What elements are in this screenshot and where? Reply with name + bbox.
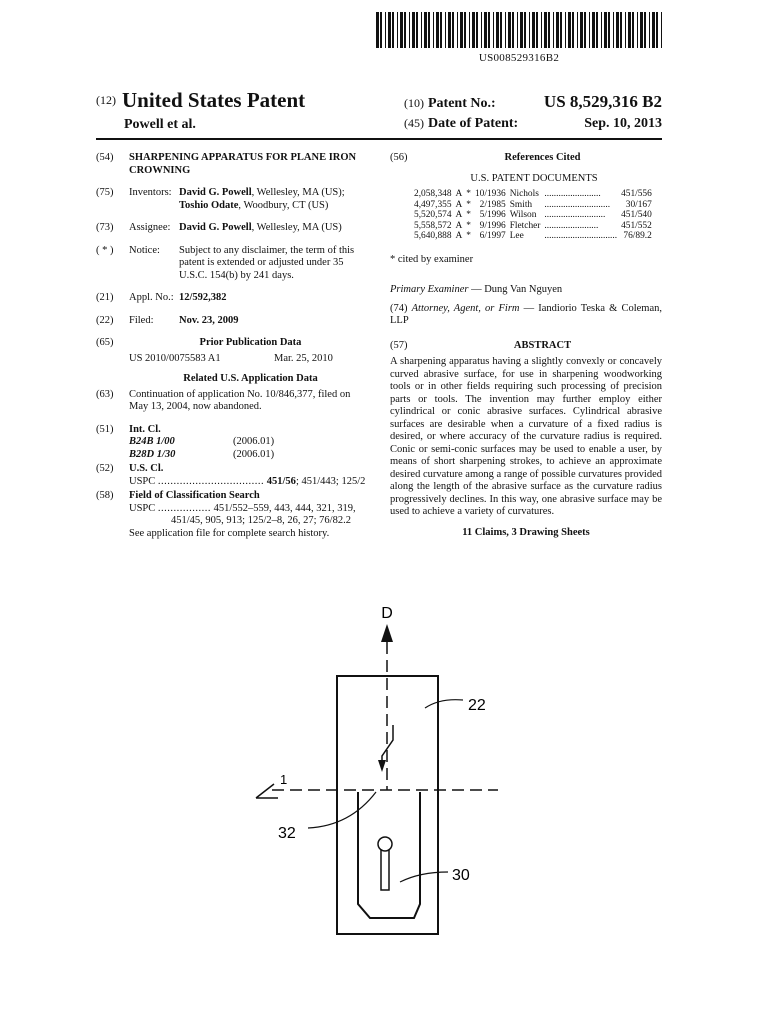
prior-publication-row: US 2010/0075583 A1 Mar. 25, 2010 <box>129 352 333 364</box>
barcode-bar <box>632 12 634 48</box>
label-22: 22 <box>468 697 486 714</box>
reference-row <box>412 221 654 232</box>
sharpening-stroke-arrow <box>378 760 386 772</box>
reference-dots: ............................... <box>544 231 618 241</box>
barcode-bar <box>433 12 434 48</box>
reference-kind: A <box>455 220 463 231</box>
patent-header-right <box>404 92 662 132</box>
barcode-bar <box>512 12 514 48</box>
reference-name: Smith <box>509 199 533 210</box>
reference-dots: ....................... <box>544 220 599 231</box>
barcode-bar <box>536 12 538 48</box>
bibliographic-column <box>96 152 372 550</box>
barcode-bar <box>560 12 562 48</box>
cited-by-examiner-note: * cited by examiner <box>390 253 474 265</box>
primary-examiner: Primary Examiner — Dung Van Nguyen <box>390 284 563 295</box>
barcode-bar <box>577 12 578 48</box>
barcode-bar <box>376 12 379 48</box>
barcode-bar <box>517 12 518 48</box>
reference-kind: A <box>455 231 463 241</box>
patent-no-value: US 8,529,316 B2 <box>543 92 662 111</box>
reference-date: 10/1936 <box>474 189 506 199</box>
keyhole-top <box>378 837 392 851</box>
continuation-field: (63) Continuation of application No. 10/846,377, filed on May 13, 2004, now abandoned. <box>96 388 351 412</box>
barcode-bar <box>637 12 638 48</box>
barcode-bar <box>580 12 583 48</box>
barcode-bar <box>541 12 542 48</box>
barcode-bar <box>661 12 662 48</box>
barcode-bar <box>436 12 439 48</box>
reference-name: Nichols <box>509 189 539 199</box>
reference-class: 76/89.2 <box>623 231 652 241</box>
us-cl-field: (52) U.S. Cl. USPC .................................. 451/56; 451/443; 125/2 <box>96 463 366 487</box>
us-patent-documents-heading: U.S. PATENT DOCUMENTS <box>470 172 598 184</box>
barcode-bar <box>481 12 482 48</box>
barcode-bar <box>613 12 614 48</box>
related-application-heading: Related U.S. Application Data <box>183 373 318 384</box>
barcode-bar <box>640 12 643 48</box>
keyhole-slot <box>381 850 389 890</box>
barcode-bar <box>472 12 475 48</box>
reference-date: 6/1997 <box>479 231 506 241</box>
notice-field: ( * ) Notice: Subject to any disclaimer, the term of this patent is extended or adjusted under 35 U.S.C. 154(b) by 241 days. <box>96 244 355 281</box>
patent-drawing <box>250 600 510 950</box>
angle-symbol <box>256 784 278 798</box>
barcode-bar <box>416 12 418 48</box>
direction-arrow-head <box>381 624 393 642</box>
reference-number: 4,497,355 <box>414 199 452 210</box>
barcode-bar <box>445 12 446 48</box>
barcode-bar <box>440 12 442 48</box>
barcode-bar <box>508 12 511 48</box>
references-abstract-column <box>390 152 662 539</box>
abstract-heading-row: (57) ABSTRACT <box>390 339 572 351</box>
barcode-bar <box>496 12 499 48</box>
leader-30 <box>400 872 448 882</box>
label-d: D <box>381 605 393 622</box>
int-cl-row: B24B 1/00 (2006.01) <box>129 436 275 447</box>
title-field: (54) SHARPENING APPARATUS FOR PLANE IRON CROWNING <box>96 152 372 177</box>
barcode-bar <box>601 12 602 48</box>
barcode-bar <box>553 12 554 48</box>
barcode-bar <box>544 12 547 48</box>
barcode-bar <box>604 12 607 48</box>
reference-date: 2/1985 <box>479 199 506 210</box>
attorney-agent-firm: (74) Attorney, Agent, or Firm — Iandiorio Teska & Coleman, LLP <box>390 302 663 326</box>
int-cl-field: (51) Int. Cl. B24B 1/00 (2006.01) B28D 1/30 (2006.01) <box>96 424 372 462</box>
patent-number-row <box>404 92 662 112</box>
barcode-number: US008529316B2 <box>478 52 560 64</box>
barcode-bar <box>644 12 646 48</box>
reference-row <box>412 210 654 221</box>
reference-star: * <box>466 231 471 241</box>
reference-number: 2,058,348 <box>414 189 452 199</box>
reference-dots: ............................ <box>544 199 611 210</box>
barcode-bar <box>505 12 506 48</box>
barcode-bar <box>656 12 658 48</box>
barcode-bar <box>404 12 406 48</box>
assignee-field: (73) Assignee: David G. Powell, Wellesley, MA (US) <box>96 222 342 233</box>
filed-field: (22) Filed: Nov. 23, 2009 <box>96 314 239 326</box>
inventor-1-name: David G. Powell <box>179 187 252 198</box>
barcode-bar <box>649 12 650 48</box>
barcode-bar <box>652 12 655 48</box>
barcode-bar <box>493 12 494 48</box>
reference-class: 451/556 <box>621 189 652 199</box>
barcode-bar <box>397 12 398 48</box>
inventor-2-name: Toshio Odate <box>179 199 239 211</box>
barcode-bar <box>460 12 463 48</box>
reference-kind: A <box>455 210 463 220</box>
barcode-bar <box>532 12 535 48</box>
kind-code-label: (12) <box>96 93 116 107</box>
barcode-bar <box>572 12 574 48</box>
reference-class: 451/552 <box>621 220 652 231</box>
reference-dots: .......................... <box>544 210 606 220</box>
reference-star: * <box>466 189 471 199</box>
field-of-search: (58) Field of Classification Search USPC ................. 451/552–559, 443, 444, 321, 319, 451/45, 905, 913; 125/2–8, 26, 27; 76/82.2 See application file for complete search history. <box>96 490 356 539</box>
barcode-bar <box>448 12 451 48</box>
reference-star: * <box>466 220 471 231</box>
barcode-bar <box>385 12 386 48</box>
barcode <box>376 12 662 48</box>
label-32: 32 <box>278 825 296 842</box>
inventors-short: Powell et al. <box>124 117 196 132</box>
reference-date: 5/1996 <box>479 210 506 220</box>
barcode-bar <box>421 12 422 48</box>
references-heading-row: (56) References Cited <box>390 152 581 163</box>
reference-kind: A <box>455 199 463 210</box>
barcode-bar <box>409 12 410 48</box>
barcode-bar <box>628 12 631 48</box>
barcode-bar <box>380 12 382 48</box>
leader-32 <box>308 792 376 828</box>
patent-title: SHARPENING APPARATUS FOR PLANE IRON CROWNING <box>129 152 357 176</box>
barcode-bar <box>584 12 586 48</box>
date-code: (45) <box>404 116 424 130</box>
int-cl-row: B28D 1/30 (2006.01) <box>129 448 275 460</box>
reference-star: * <box>466 210 471 220</box>
barcode-bar <box>592 12 595 48</box>
barcode-bar <box>412 12 415 48</box>
barcode-bar <box>556 12 559 48</box>
barcode-bar <box>548 12 550 48</box>
barcode-bar <box>457 12 458 48</box>
barcode-bar <box>488 12 490 48</box>
reference-row <box>412 189 654 200</box>
barcode-bar <box>616 12 619 48</box>
barcode-bar <box>476 12 478 48</box>
reference-name: Fletcher <box>509 220 541 231</box>
references-table <box>412 189 654 242</box>
inventors-field: (75) Inventors: David G. Powell, Wellesley, MA (US); Toshio Odate, Woodbury, CT (US) <box>96 187 345 211</box>
barcode-bar <box>400 12 403 48</box>
reference-number: 5,520,574 <box>414 210 452 220</box>
reference-dots: ........................ <box>544 189 601 199</box>
barcode-bar <box>625 12 626 48</box>
claims-summary: 11 Claims, 3 Drawing Sheets <box>462 526 590 538</box>
barcode-bar <box>464 12 466 48</box>
date-label: Date of Patent: <box>428 116 519 131</box>
date-value: Sep. 10, 2013 <box>584 116 662 131</box>
application-number-field: (21) Appl. No.: 12/592,382 <box>96 292 227 303</box>
reference-name: Lee <box>509 231 524 241</box>
prior-publication-field: (65) Prior Publication Data <box>96 337 302 348</box>
patent-no-code: (10) <box>404 96 424 110</box>
barcode-bar <box>565 12 566 48</box>
barcode-bar <box>524 12 526 48</box>
reference-class: 30/167 <box>625 199 652 210</box>
reference-date: 9/1996 <box>479 220 506 231</box>
patent-no-label: Patent No.: <box>428 96 496 111</box>
barcode-bar <box>424 12 427 48</box>
reference-number: 5,640,888 <box>414 231 452 241</box>
abstract-text: A sharpening apparatus having a slightly convexly or concavely curved abrasive surface, for use in sharpening woodworking tools or in other fields requiring such processing of precision parts or tools. The invention may further employ either cylindrical or conic abrasive surfaces. Cylindrical abrasive surfaces are desirable when a curvature of a fixed radius is desired, or where accuracy of the curvature radius is required. Conic or semi-conic surfaces may be used to enable a user, by means of short sharpening strokes, to achieve an approximate desired curvature among a range of possible curvatures provided along the length of the abrasive surface as the curvature radius progressively declines. In this way, one abrasive surface may be used to achieve a variety of curvatures. <box>390 356 662 517</box>
barcode-bar <box>452 12 454 48</box>
barcode-bar <box>568 12 571 48</box>
reference-kind: A <box>455 189 463 199</box>
barcode-bar <box>469 12 470 48</box>
reference-star: * <box>466 199 471 210</box>
country-title: United States Patent <box>122 88 306 112</box>
reference-row <box>412 200 654 211</box>
barcode-bar <box>500 12 502 48</box>
date-row <box>404 116 662 132</box>
barcode-bar <box>484 12 487 48</box>
label-1: 1 <box>280 772 288 787</box>
barcode-bar <box>608 12 610 48</box>
barcode-bar <box>620 12 622 48</box>
barcode-bar <box>529 12 530 48</box>
barcode-bar <box>520 12 523 48</box>
barcode-bar <box>428 12 430 48</box>
leader-22 <box>425 700 463 708</box>
reference-number: 5,558,572 <box>414 220 452 231</box>
patent-header-left <box>96 88 305 133</box>
reference-name: Wilson <box>509 210 537 220</box>
label-30: 30 <box>452 867 470 884</box>
reference-row <box>412 231 654 242</box>
barcode-bar <box>388 12 391 48</box>
barcode-bar <box>596 12 598 48</box>
reference-class: 451/540 <box>621 210 652 220</box>
barcode-bar <box>589 12 590 48</box>
header-rule <box>96 138 662 140</box>
barcode-bar <box>392 12 394 48</box>
